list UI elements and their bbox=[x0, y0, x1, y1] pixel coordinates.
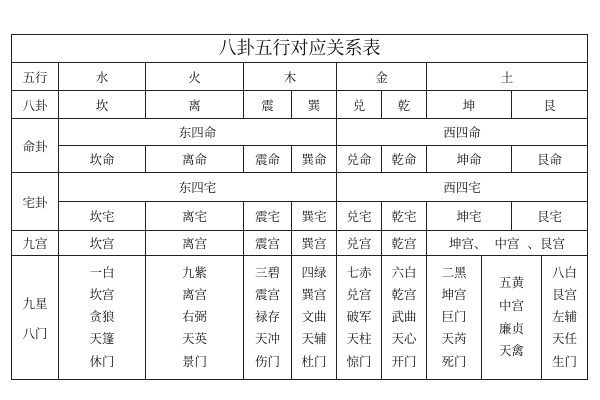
star-cell: 九紫 bbox=[181, 264, 207, 280]
star-cell: 休门 bbox=[89, 353, 115, 369]
gong-earth: 坤宫、 中宫 、艮宫 bbox=[427, 231, 587, 256]
star-cell: 右弼 bbox=[181, 309, 207, 325]
row-label-wuxing: 五行 bbox=[12, 63, 59, 91]
star-column-zhong bbox=[482, 256, 542, 379]
ming-gen: 艮命 bbox=[512, 146, 587, 173]
star-cell: 天心 bbox=[391, 331, 417, 347]
row-label-bagua: 八卦 bbox=[12, 91, 59, 119]
gong-qian: 乾宫 bbox=[382, 231, 427, 256]
bagua-dui: 兑 bbox=[337, 91, 382, 119]
star-cell: 天任 bbox=[551, 331, 577, 347]
row-label-jiuxing bbox=[12, 256, 59, 379]
star-column-dui bbox=[337, 256, 382, 379]
table-frame bbox=[11, 34, 588, 380]
wuxing-wood: 木 bbox=[244, 63, 337, 91]
star-cell: 兑宫 bbox=[346, 287, 372, 303]
star-cell: 破军 bbox=[346, 309, 372, 325]
wuxing-fire: 火 bbox=[146, 63, 244, 91]
bagua-qian: 乾 bbox=[382, 91, 427, 119]
row-label-zhaigua: 宅卦 bbox=[12, 173, 59, 231]
star-cell: 生门 bbox=[551, 353, 577, 369]
table-title: 八卦五行对应关系表 bbox=[12, 35, 587, 63]
star-cell: 五黄 bbox=[498, 275, 524, 291]
star-cell: 离宫 bbox=[181, 287, 207, 303]
group-west-zhai: 西四宅 bbox=[337, 173, 587, 202]
zhai-li: 离宅 bbox=[146, 202, 244, 231]
star-cell: 乾宫 bbox=[391, 287, 417, 303]
star-cell: 贪狼 bbox=[89, 309, 115, 325]
star-cell: 天冲 bbox=[254, 331, 280, 347]
star-cell: 三碧 bbox=[254, 264, 280, 280]
star-cell: 艮宫 bbox=[551, 287, 577, 303]
zhai-gen: 艮宅 bbox=[512, 202, 587, 231]
star-cell: 坎宫 bbox=[89, 287, 115, 303]
star-column-gen bbox=[542, 256, 587, 379]
ming-li: 离命 bbox=[146, 146, 244, 173]
bagua-kan: 坎 bbox=[59, 91, 146, 119]
star-cell: 天英 bbox=[181, 331, 207, 347]
gong-kan: 坎宫 bbox=[59, 231, 146, 256]
star-cell: 左辅 bbox=[551, 309, 577, 325]
star-column-kun bbox=[427, 256, 482, 379]
row-label-jiugong: 九宫 bbox=[12, 231, 59, 256]
relation-table bbox=[12, 63, 587, 379]
star-cell: 八白 bbox=[551, 264, 577, 280]
star-cell: 巨门 bbox=[441, 309, 467, 325]
gong-xun: 巽宫 bbox=[292, 231, 337, 256]
star-cell: 天芮 bbox=[441, 331, 467, 347]
star-cell: 武曲 bbox=[391, 309, 417, 325]
gong-zhen: 震宫 bbox=[244, 231, 292, 256]
star-cell: 景门 bbox=[181, 353, 207, 369]
star-cell: 天篷 bbox=[89, 331, 115, 347]
ming-zhen: 震命 bbox=[244, 146, 292, 173]
star-cell: 巽宫 bbox=[301, 287, 327, 303]
star-cell: 开门 bbox=[391, 353, 417, 369]
zhai-kan: 坎宅 bbox=[59, 202, 146, 231]
bagua-li: 离 bbox=[146, 91, 244, 119]
star-cell: 惊门 bbox=[346, 353, 372, 369]
star-cell: 禄存 bbox=[254, 309, 280, 325]
bagua-gen: 艮 bbox=[512, 91, 587, 119]
star-cell: 一白 bbox=[89, 264, 115, 280]
wuxing-metal: 金 bbox=[337, 63, 427, 91]
ming-xun: 巽命 bbox=[292, 146, 337, 173]
star-column-kan bbox=[59, 256, 146, 379]
star-cell: 天辅 bbox=[301, 331, 327, 347]
ming-qian: 乾命 bbox=[382, 146, 427, 173]
zhai-xun: 巽宅 bbox=[292, 202, 337, 231]
star-cell: 坤宫 bbox=[441, 287, 467, 303]
star-column-qian bbox=[382, 256, 427, 379]
group-east-zhai: 东四宅 bbox=[59, 173, 337, 202]
group-east-ming: 东四命 bbox=[59, 119, 337, 146]
row-label-jiuxing-line2: 八门 bbox=[22, 325, 48, 341]
group-west-ming: 西四命 bbox=[337, 119, 587, 146]
zhai-zhen: 震宅 bbox=[244, 202, 292, 231]
ming-kan: 坎命 bbox=[59, 146, 146, 173]
row-label-minggua: 命卦 bbox=[12, 119, 59, 173]
star-cell: 死门 bbox=[441, 353, 467, 369]
ming-dui: 兑命 bbox=[337, 146, 382, 173]
star-cell: 四绿 bbox=[301, 264, 327, 280]
star-cell: 杜门 bbox=[301, 353, 327, 369]
ming-kun: 坤命 bbox=[427, 146, 512, 173]
star-cell: 震宫 bbox=[254, 287, 280, 303]
star-column-li bbox=[146, 256, 244, 379]
star-cell: 二黑 bbox=[441, 264, 467, 280]
zhai-qian: 乾宅 bbox=[382, 202, 427, 231]
star-cell: 伤门 bbox=[254, 353, 280, 369]
zhai-kun: 坤宅 bbox=[427, 202, 512, 231]
wuxing-earth: 土 bbox=[427, 63, 587, 91]
star-cell: 文曲 bbox=[301, 309, 327, 325]
gong-dui: 兑宫 bbox=[337, 231, 382, 256]
star-cell: 七赤 bbox=[346, 264, 372, 280]
gong-li: 离宫 bbox=[146, 231, 244, 256]
star-cell: 廉贞 bbox=[498, 320, 524, 336]
star-column-zhen bbox=[244, 256, 292, 379]
star-cell: 六白 bbox=[391, 264, 417, 280]
bagua-xun: 巽 bbox=[292, 91, 337, 119]
wuxing-water: 水 bbox=[59, 63, 146, 91]
row-label-jiuxing-line1: 九星 bbox=[22, 295, 48, 311]
zhai-dui: 兑宅 bbox=[337, 202, 382, 231]
bagua-zhen: 震 bbox=[244, 91, 292, 119]
star-column-xun bbox=[292, 256, 337, 379]
star-cell: 天柱 bbox=[346, 331, 372, 347]
bagua-kun: 坤 bbox=[427, 91, 512, 119]
star-cell: 天禽 bbox=[498, 343, 524, 359]
star-cell: 中宫 bbox=[498, 297, 524, 313]
